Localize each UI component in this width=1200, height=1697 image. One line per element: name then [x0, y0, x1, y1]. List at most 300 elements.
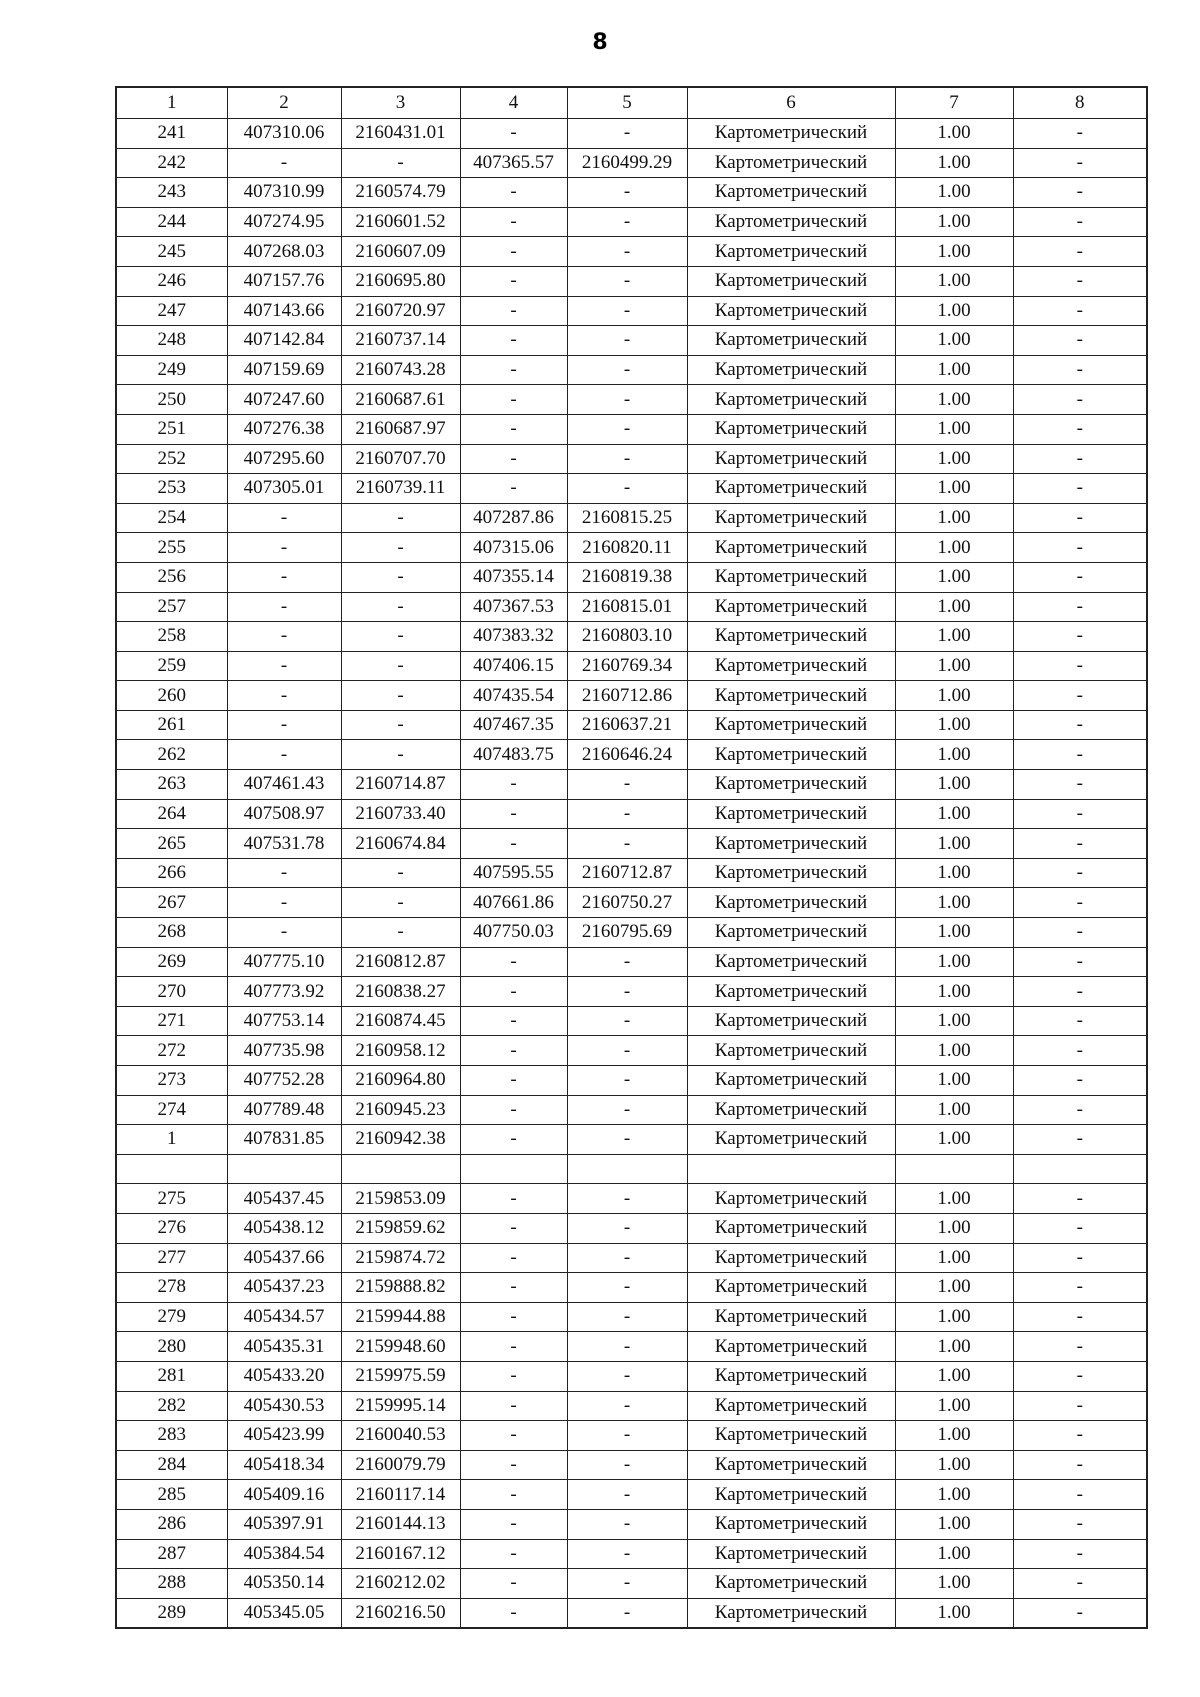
table-row [116, 770, 1147, 800]
table-cell: 1.00 [895, 770, 1013, 800]
table-cell: Картометрический [687, 681, 895, 711]
table-cell: 1.00 [895, 474, 1013, 504]
table-row [116, 326, 1147, 356]
table-cell: 1.00 [895, 533, 1013, 563]
table-row [116, 266, 1147, 296]
table-cell: 407365.57 [460, 148, 567, 178]
table-cell: 1.00 [895, 858, 1013, 888]
table-cell: Картометрический [687, 888, 895, 918]
table-cell: 267 [116, 888, 227, 918]
table-cell: - [567, 474, 687, 504]
table-row [116, 947, 1147, 977]
table-cell: - [460, 1125, 567, 1155]
table-cell: 2160117.14 [341, 1480, 460, 1510]
table-row [116, 829, 1147, 859]
table-cell: 1.00 [895, 119, 1013, 149]
table-cell: 2160637.21 [567, 710, 687, 740]
table-cell: - [460, 326, 567, 356]
table-cell: 254 [116, 503, 227, 533]
table-cell: - [227, 858, 341, 888]
table-cell: Картометрический [687, 562, 895, 592]
table-cell: 262 [116, 740, 227, 770]
table-cell: Картометрический [687, 533, 895, 563]
table-cell: Картометрический [687, 1125, 895, 1155]
table-cell: 407310.99 [227, 178, 341, 208]
table-cell: - [1013, 770, 1147, 800]
table-cell: - [1013, 414, 1147, 444]
table-cell: 275 [116, 1184, 227, 1214]
table-cell: - [460, 178, 567, 208]
table-cell: - [460, 237, 567, 267]
table-cell: 405418.34 [227, 1450, 341, 1480]
table-cell [341, 1154, 460, 1184]
table-cell: - [460, 296, 567, 326]
table-cell: 2160795.69 [567, 918, 687, 948]
table-cell: 1.00 [895, 1391, 1013, 1421]
table-row [116, 918, 1147, 948]
table-cell: - [460, 474, 567, 504]
table-cell: - [567, 770, 687, 800]
table-cell: 405430.53 [227, 1391, 341, 1421]
table-cell: - [1013, 829, 1147, 859]
table-row [116, 858, 1147, 888]
table-cell: - [341, 740, 460, 770]
table-cell: Картометрический [687, 918, 895, 948]
table-row [116, 977, 1147, 1007]
table-cell [687, 1154, 895, 1184]
column-header: 1 [116, 87, 227, 119]
table-cell: - [1013, 918, 1147, 948]
table-row [116, 1421, 1147, 1451]
table-cell: - [460, 947, 567, 977]
table-cell: - [1013, 1569, 1147, 1599]
table-cell: 407305.01 [227, 474, 341, 504]
table-cell: Картометрический [687, 592, 895, 622]
table-cell: - [567, 266, 687, 296]
table-cell: 268 [116, 918, 227, 948]
table-cell: 1.00 [895, 1332, 1013, 1362]
table-cell: 407661.86 [460, 888, 567, 918]
table-cell: 407753.14 [227, 1006, 341, 1036]
table-cell: 2160601.52 [341, 207, 460, 237]
table-row [116, 592, 1147, 622]
table-cell: 2160750.27 [567, 888, 687, 918]
table-cell: - [1013, 1125, 1147, 1155]
table-cell: - [1013, 799, 1147, 829]
table-cell: Картометрический [687, 947, 895, 977]
table-cell: - [227, 148, 341, 178]
table-cell: 407750.03 [460, 918, 567, 948]
page-number: 8 [592, 30, 608, 55]
table-cell: - [567, 296, 687, 326]
table-cell: - [341, 148, 460, 178]
table-row [116, 1154, 1147, 1184]
table-row [116, 1125, 1147, 1155]
table-cell: - [341, 622, 460, 652]
table-cell: 1.00 [895, 1125, 1013, 1155]
table-cell: 1.00 [895, 1036, 1013, 1066]
table-cell: 2160707.70 [341, 444, 460, 474]
table-cell: Картометрический [687, 1509, 895, 1539]
table-cell: - [567, 1273, 687, 1303]
table-cell: - [341, 710, 460, 740]
table-cell: 256 [116, 562, 227, 592]
table-cell: 1.00 [895, 1421, 1013, 1451]
table-cell: 407831.85 [227, 1125, 341, 1155]
table-cell: - [1013, 651, 1147, 681]
table-cell: 1.00 [895, 681, 1013, 711]
table-cell: - [460, 977, 567, 1007]
table-row [116, 1006, 1147, 1036]
table-cell: 405437.45 [227, 1184, 341, 1214]
table-cell: 289 [116, 1598, 227, 1628]
table-cell: 2160712.86 [567, 681, 687, 711]
table-cell: Картометрический [687, 710, 895, 740]
table-cell: 1.00 [895, 148, 1013, 178]
table-cell: 2160687.97 [341, 414, 460, 444]
table-cell: - [460, 829, 567, 859]
table-row [116, 444, 1147, 474]
table-cell: Картометрический [687, 385, 895, 415]
table-cell: Картометрический [687, 1243, 895, 1273]
table-cell: 2160733.40 [341, 799, 460, 829]
table-cell: - [1013, 888, 1147, 918]
table-cell: Картометрический [687, 1421, 895, 1451]
table-cell: 288 [116, 1569, 227, 1599]
table-row [116, 740, 1147, 770]
table-cell: 280 [116, 1332, 227, 1362]
table-cell: 1.00 [895, 178, 1013, 208]
table-row [116, 799, 1147, 829]
table-cell: 405397.91 [227, 1509, 341, 1539]
table-cell: 2160820.11 [567, 533, 687, 563]
table-cell: - [567, 1066, 687, 1096]
table-cell: - [1013, 1006, 1147, 1036]
coordinates-table [115, 86, 1148, 1629]
column-header: 2 [227, 87, 341, 119]
table-cell: 266 [116, 858, 227, 888]
table-row [116, 1213, 1147, 1243]
table-cell: - [567, 1095, 687, 1125]
table-cell: - [227, 681, 341, 711]
table-cell: 2160769.34 [567, 651, 687, 681]
table-cell: - [1013, 1450, 1147, 1480]
table-cell: 2159874.72 [341, 1243, 460, 1273]
table-cell [1013, 1154, 1147, 1184]
table-row [116, 681, 1147, 711]
table-cell: 407735.98 [227, 1036, 341, 1066]
table-cell: 2160167.12 [341, 1539, 460, 1569]
table-cell: 2160815.01 [567, 592, 687, 622]
table-cell: - [1013, 148, 1147, 178]
table-cell: - [567, 237, 687, 267]
table-cell: 407752.28 [227, 1066, 341, 1096]
table-cell: - [1013, 266, 1147, 296]
table-cell: - [567, 977, 687, 1007]
table-cell: - [567, 1421, 687, 1451]
table-cell: 407355.14 [460, 562, 567, 592]
table-cell: 250 [116, 385, 227, 415]
table-cell: Картометрический [687, 178, 895, 208]
table-cell: - [567, 444, 687, 474]
table-cell: 2160743.28 [341, 355, 460, 385]
table-cell: Картометрический [687, 1361, 895, 1391]
table-cell: - [567, 1006, 687, 1036]
table-cell: 259 [116, 651, 227, 681]
table-cell: 273 [116, 1066, 227, 1096]
table-cell: 2160739.11 [341, 474, 460, 504]
table-cell: 2160695.80 [341, 266, 460, 296]
table-cell: 2160942.38 [341, 1125, 460, 1155]
table-cell: - [1013, 1509, 1147, 1539]
table-cell: - [227, 533, 341, 563]
table-cell: 2160499.29 [567, 148, 687, 178]
table-cell: - [227, 651, 341, 681]
table-cell: 1.00 [895, 888, 1013, 918]
table-row [116, 178, 1147, 208]
table-cell: - [227, 888, 341, 918]
table-cell: 2160712.87 [567, 858, 687, 888]
table-cell: 1.00 [895, 1006, 1013, 1036]
table-cell: - [460, 1006, 567, 1036]
table-cell: 407143.66 [227, 296, 341, 326]
table-cell: Картометрический [687, 1480, 895, 1510]
table-cell: - [567, 355, 687, 385]
table-cell: - [460, 799, 567, 829]
table-cell: 2160737.14 [341, 326, 460, 356]
table-cell: Картометрический [687, 1273, 895, 1303]
table-cell: - [1013, 1421, 1147, 1451]
table-row [116, 533, 1147, 563]
table-cell: 265 [116, 829, 227, 859]
table-row [116, 651, 1147, 681]
table-cell: - [567, 829, 687, 859]
table-cell: 1.00 [895, 829, 1013, 859]
table-cell: 255 [116, 533, 227, 563]
table-cell: - [460, 1569, 567, 1599]
table-cell: Картометрический [687, 326, 895, 356]
table-cell: - [460, 1095, 567, 1125]
table-cell: - [227, 562, 341, 592]
table-cell: 1.00 [895, 1066, 1013, 1096]
table-cell: 272 [116, 1036, 227, 1066]
table-cell: Картометрический [687, 740, 895, 770]
table-cell: 261 [116, 710, 227, 740]
table-cell: 252 [116, 444, 227, 474]
table-cell: - [460, 1450, 567, 1480]
table-row [116, 1066, 1147, 1096]
table-cell: - [1013, 385, 1147, 415]
table-cell: - [1013, 533, 1147, 563]
table-cell: 2159975.59 [341, 1361, 460, 1391]
table-cell: - [460, 414, 567, 444]
table-cell: 1.00 [895, 296, 1013, 326]
table-cell: 2160815.25 [567, 503, 687, 533]
table-cell: 1.00 [895, 799, 1013, 829]
column-header: 7 [895, 87, 1013, 119]
table-cell: 285 [116, 1480, 227, 1510]
table-row [116, 1450, 1147, 1480]
table-cell: 1.00 [895, 1302, 1013, 1332]
table-cell: 2160964.80 [341, 1066, 460, 1096]
table-cell: 247 [116, 296, 227, 326]
table-cell: 277 [116, 1243, 227, 1273]
table-cell: Картометрический [687, 1598, 895, 1628]
table-cell: 2160803.10 [567, 622, 687, 652]
table-cell: - [1013, 237, 1147, 267]
table-cell: - [460, 444, 567, 474]
table-cell: 1.00 [895, 1450, 1013, 1480]
table-cell: 405423.99 [227, 1421, 341, 1451]
table-cell: Картометрический [687, 444, 895, 474]
table-cell: 407773.92 [227, 977, 341, 1007]
table-cell: - [1013, 710, 1147, 740]
table-cell: - [567, 1361, 687, 1391]
table-cell: 2160838.27 [341, 977, 460, 1007]
table-cell: 2160574.79 [341, 178, 460, 208]
table-cell: 407789.48 [227, 1095, 341, 1125]
table-cell: Картометрический [687, 1332, 895, 1362]
table-cell: Картометрический [687, 977, 895, 1007]
table-cell: 1.00 [895, 918, 1013, 948]
table-cell: - [567, 119, 687, 149]
table-cell: Картометрический [687, 1213, 895, 1243]
table-cell: - [460, 1332, 567, 1362]
table-cell: 1.00 [895, 326, 1013, 356]
table-cell: - [1013, 1391, 1147, 1421]
table-cell: 2160079.79 [341, 1450, 460, 1480]
table-cell [567, 1154, 687, 1184]
table-cell: - [1013, 296, 1147, 326]
table-row [116, 1036, 1147, 1066]
table-cell: 1.00 [895, 1569, 1013, 1599]
table-cell: Картометрический [687, 651, 895, 681]
table-cell: - [1013, 1095, 1147, 1125]
table-cell: - [567, 326, 687, 356]
table-cell: Картометрический [687, 799, 895, 829]
table-cell: 2160216.50 [341, 1598, 460, 1628]
table-cell: 1.00 [895, 1539, 1013, 1569]
table-cell: 249 [116, 355, 227, 385]
table-cell: 1.00 [895, 237, 1013, 267]
table-cell: - [1013, 1036, 1147, 1066]
table-cell: 1.00 [895, 414, 1013, 444]
table-cell: - [1013, 1273, 1147, 1303]
table-cell: Картометрический [687, 1036, 895, 1066]
table-cell: 257 [116, 592, 227, 622]
table-cell: - [227, 710, 341, 740]
table-cell: 405437.23 [227, 1273, 341, 1303]
table-cell: Картометрический [687, 503, 895, 533]
table-cell: 2159853.09 [341, 1184, 460, 1214]
table-row [116, 1184, 1147, 1214]
table-cell: 2160687.61 [341, 385, 460, 415]
table-cell: 1.00 [895, 710, 1013, 740]
table-cell: - [567, 1125, 687, 1155]
table-row [116, 1539, 1147, 1569]
table-cell: - [460, 1213, 567, 1243]
table-cell: 2160819.38 [567, 562, 687, 592]
table-cell: 1.00 [895, 651, 1013, 681]
column-header: 6 [687, 87, 895, 119]
table-cell [116, 1154, 227, 1184]
table-cell: 270 [116, 977, 227, 1007]
table-cell: - [341, 681, 460, 711]
table-cell: - [1013, 858, 1147, 888]
table-cell: 1.00 [895, 1243, 1013, 1273]
table-cell: - [1013, 1539, 1147, 1569]
table-cell: 2160646.24 [567, 740, 687, 770]
table-cell: 405435.31 [227, 1332, 341, 1362]
table-cell: Картометрический [687, 237, 895, 267]
table-cell: 405409.16 [227, 1480, 341, 1510]
table-cell: 1.00 [895, 266, 1013, 296]
table-row [116, 1243, 1147, 1273]
table-cell: 1.00 [895, 207, 1013, 237]
table-cell: 271 [116, 1006, 227, 1036]
table-cell: - [1013, 1243, 1147, 1273]
table-row [116, 1509, 1147, 1539]
table-cell: - [460, 1509, 567, 1539]
table-row [116, 355, 1147, 385]
table-cell: Картометрический [687, 858, 895, 888]
table-cell: - [341, 592, 460, 622]
table-cell: 1.00 [895, 1509, 1013, 1539]
table-cell: 281 [116, 1361, 227, 1391]
table-cell: - [1013, 444, 1147, 474]
table-cell: 407274.95 [227, 207, 341, 237]
table-cell: 407142.84 [227, 326, 341, 356]
table-cell: Картометрический [687, 1184, 895, 1214]
table-row [116, 888, 1147, 918]
table-cell: 1.00 [895, 1361, 1013, 1391]
table-cell: 279 [116, 1302, 227, 1332]
table-cell: Картометрический [687, 119, 895, 149]
table-row [116, 622, 1147, 652]
table-cell: 2160958.12 [341, 1036, 460, 1066]
table-cell: 407310.06 [227, 119, 341, 149]
table-cell: 263 [116, 770, 227, 800]
table-cell: Картометрический [687, 1569, 895, 1599]
table-cell: - [460, 770, 567, 800]
table-cell: 407406.15 [460, 651, 567, 681]
table-cell: - [1013, 474, 1147, 504]
table-cell: - [341, 562, 460, 592]
table-cell: - [1013, 562, 1147, 592]
table-row [116, 1569, 1147, 1599]
table-cell: Картометрический [687, 1539, 895, 1569]
table-cell: 282 [116, 1391, 227, 1421]
table-cell: 407775.10 [227, 947, 341, 977]
table-cell: 1.00 [895, 622, 1013, 652]
table-cell: 405345.05 [227, 1598, 341, 1628]
table-cell: 2160674.84 [341, 829, 460, 859]
table-cell: - [1013, 1332, 1147, 1362]
table-cell: - [460, 1421, 567, 1451]
table-cell: 244 [116, 207, 227, 237]
table-cell: - [567, 799, 687, 829]
table-cell: 1.00 [895, 1598, 1013, 1628]
table-cell: - [227, 592, 341, 622]
table-row [116, 1332, 1147, 1362]
table-cell: - [227, 503, 341, 533]
table-cell: 2160607.09 [341, 237, 460, 267]
table-cell: 241 [116, 119, 227, 149]
table-cell: - [341, 918, 460, 948]
table-cell: - [227, 622, 341, 652]
table-row [116, 237, 1147, 267]
table-cell: Картометрический [687, 148, 895, 178]
